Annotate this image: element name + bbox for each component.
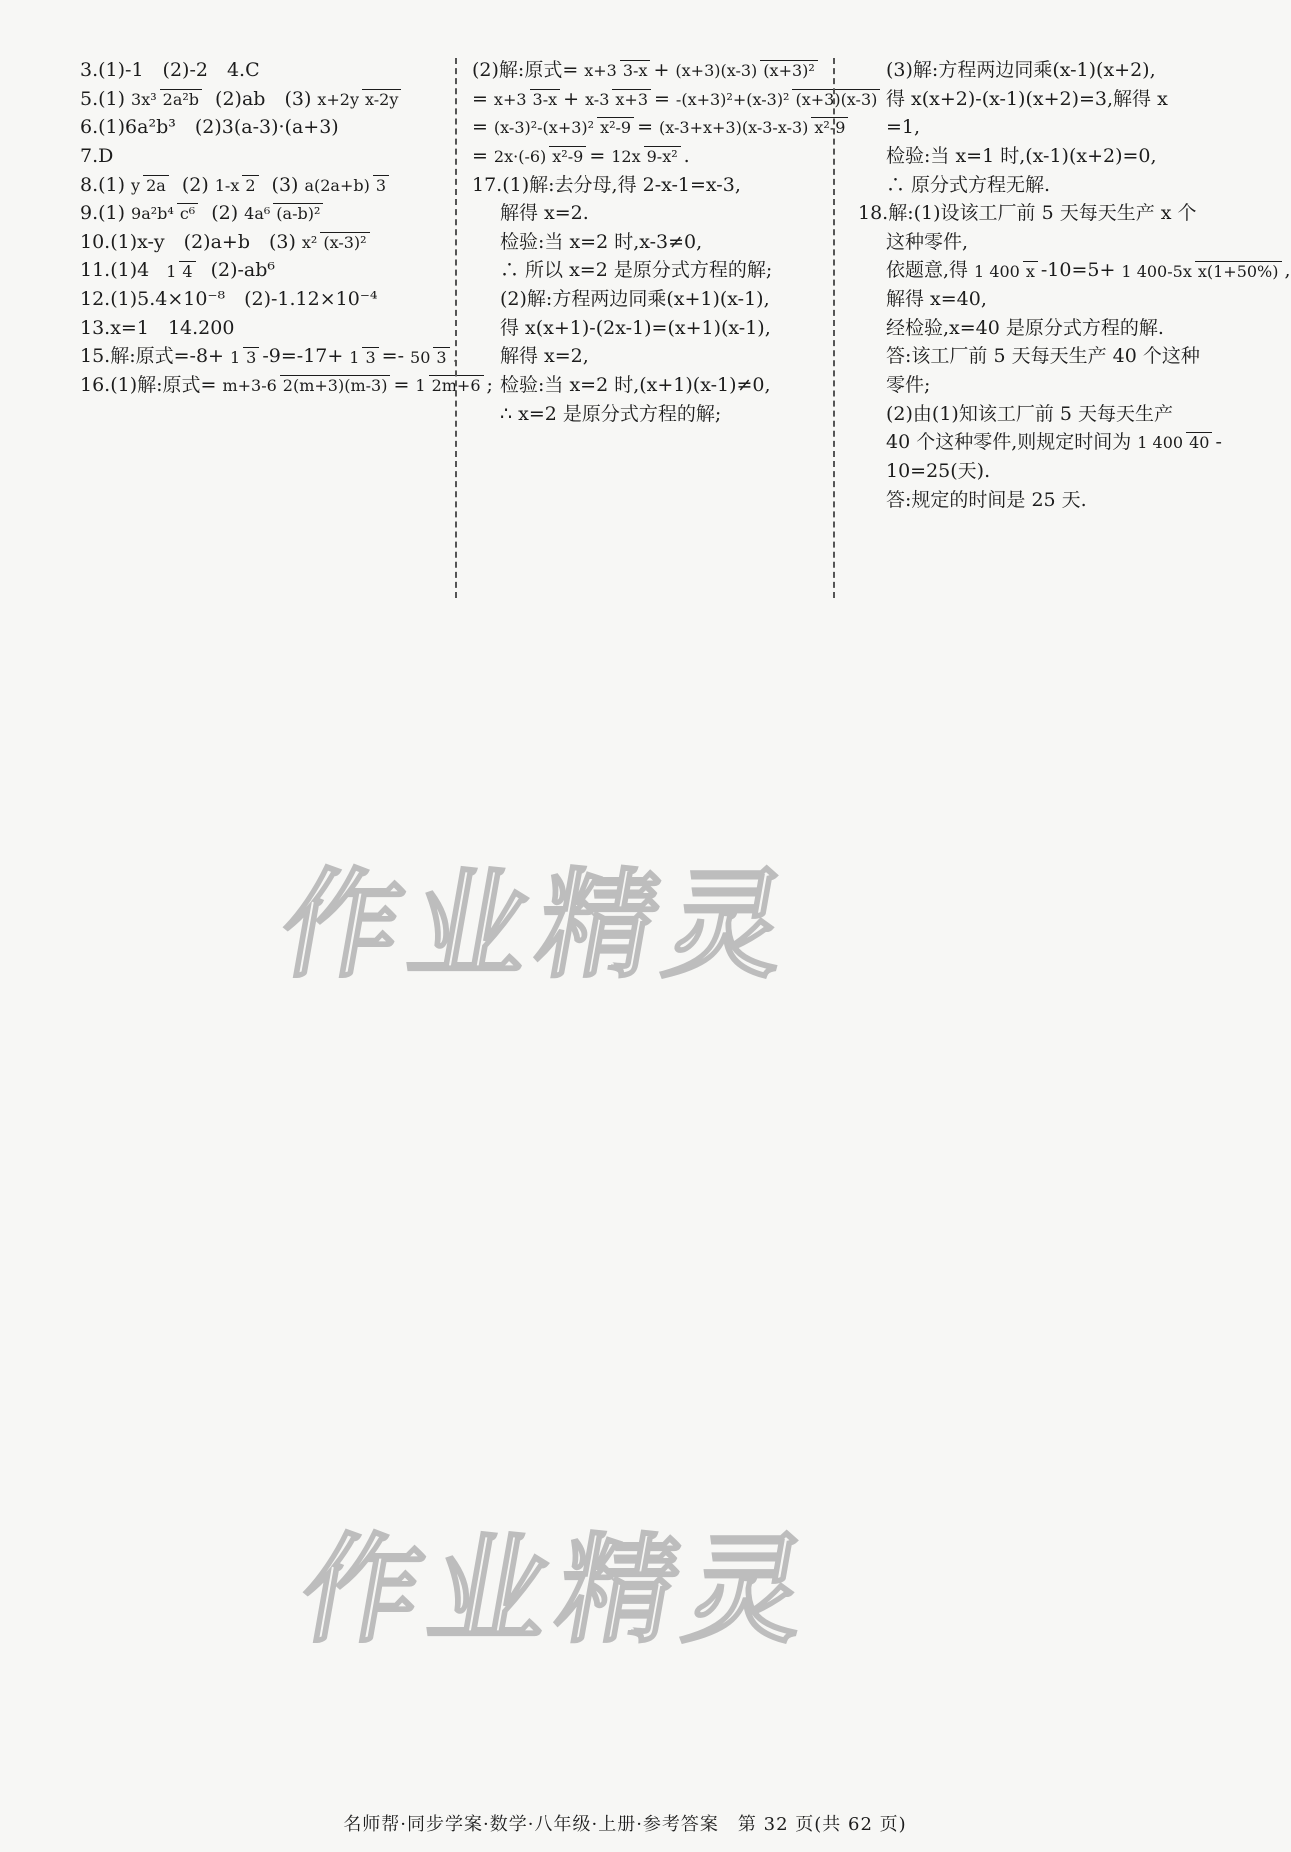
answer-16-2-step1: (2)解:原式= x+3 3-x + (x+3)(x-3) (x+3)² [472, 58, 818, 84]
answer-17-line: ∴ x=2 是原分式方程的解; [500, 402, 722, 425]
answer-17-3-line: 检验:当 x=1 时,(x-1)(x+2)=0, [886, 144, 1157, 167]
watermark: 作业精灵 [271, 856, 808, 994]
fraction: 1-x 2 [212, 175, 259, 196]
answer-7: 7.D [80, 144, 114, 167]
answer-9: 9.(1) 9a²b⁴ c⁶ (2) 4a⁶ (a-b)² [80, 201, 452, 227]
answer-17-3-line: (3)解:方程两边同乘(x-1)(x+2), [886, 59, 1156, 81]
answer-18-line: 解得 x=40, [886, 288, 987, 311]
answer-13-14: 13.x=1 14.200 [80, 316, 235, 339]
answer-18-line: 10=25(天). [886, 459, 991, 482]
fraction: x+3 3-x [581, 60, 650, 81]
fraction: x² (x-3)² [299, 232, 370, 253]
answer-18-line: 零件; [886, 374, 931, 397]
answer-8: 8.(1) y 2a (2) 1-x 2 (3) a(2a+b) 3 [80, 173, 452, 199]
fraction: m+3-6 2(m+3)(m-3) [219, 375, 390, 396]
fraction: 1 400-5x x(1+50%) [1118, 261, 1281, 282]
answer-17-3-line: ∴ 原分式方程无解. [886, 173, 1051, 196]
answer-11: 11.(1)4 1 4 (2)-ab⁶ [80, 259, 276, 282]
fraction: y 2a [128, 175, 169, 196]
answer-16-2-step3: = (x-3)²-(x+3)² x²-9 = (x-3+x+3)(x-3-x-3) x²-9 [472, 115, 818, 141]
fraction: 2x·(-6) x²-9 [491, 146, 586, 167]
answer-6: 6.(1)6a²b³ (2)3(a-3)·(a+3) [80, 116, 339, 139]
answer-17-line: 检验:当 x=2 时,x-3≠0, [500, 230, 703, 253]
fraction: 1 400 x [971, 261, 1038, 282]
answer-16-1: 16.(1)解:原式= m+3-6 2(m+3)(m-3) = 1 2m+6 ; [80, 374, 493, 397]
fraction: 9a²b⁴ c⁶ [128, 203, 198, 224]
fraction: -(x+3)²+(x-3)² (x+3)(x-3) [673, 89, 880, 110]
answer-17-line: 检验:当 x=2 时,(x+1)(x-1)≠0, [500, 374, 771, 397]
answer-17-line: (2)解:方程两边同乘(x+1)(x-1), [500, 288, 770, 311]
page-footer: 名师帮·同步学案·数学·八年级·上册·参考答案 第 32 页(共 62 页) [343, 1814, 907, 1835]
fraction: a(2a+b) 3 [301, 175, 389, 196]
watermark: 作业精灵 [291, 1521, 828, 1659]
fraction: (x+3)(x-3) (x+3)² [672, 60, 817, 81]
answer-18-line: 答:该工厂前 5 天每天生产 40 个这种 [886, 345, 1200, 368]
fraction: 1 400 40 [1134, 432, 1212, 453]
answer-17-line: 解得 x=2. [500, 202, 589, 225]
answer-18-equation: 依题意,得 1 400 x -10=5+ 1 400-5x x(1+50%) , [886, 259, 1291, 282]
fraction: 1 2m+6 [412, 375, 483, 396]
answer-column-2 [472, 58, 878, 430]
answer-17-line: ∴ 所以 x=2 是原分式方程的解; [500, 259, 773, 282]
fraction: 1 3 [346, 347, 378, 368]
fraction: 4a⁶ (a-b)² [241, 203, 323, 224]
answer-17-line: 得 x(x+1)-(2x-1)=(x+1)(x-1), [500, 316, 771, 339]
fraction: 12x 9-x² [608, 146, 680, 167]
fraction: 1 4 [163, 261, 195, 282]
answer-16-2-step4: = 2x·(-6) x²-9 = 12x 9-x² . [472, 144, 690, 167]
answer-10: 10.(1)x-y (2)a+b (3) x² (x-3)² [80, 230, 452, 256]
fraction: x-3 x+3 [582, 89, 651, 110]
answer-18-time: 40 个这种零件,则规定时间为 1 400 40 - [886, 431, 1222, 454]
fraction: x+2y x-2y [314, 89, 401, 110]
answer-18-line: 经检验,x=40 是原分式方程的解. [886, 316, 1164, 339]
answer-18-line: (2)由(1)知该工厂前 5 天每天生产 [886, 402, 1173, 425]
answer-17-3-line: 得 x(x+2)-(x-1)(x+2)=3,解得 x [886, 87, 1168, 110]
answer-column-3 [858, 58, 1291, 516]
answer-17-3-line: =1, [886, 116, 921, 139]
answer-17-line: 解得 x=2, [500, 345, 589, 368]
fraction: 3x³ 2a²b [128, 89, 202, 110]
answer-3-4: 3.(1)-1 (2)-2 4.C [80, 59, 260, 81]
answer-18-line: 18.解:(1)设该工厂前 5 天每天生产 x 个 [858, 202, 1197, 225]
answer-5: 5.(1) 3x³ 2a²b (2)ab (3) x+2y x-2y [80, 87, 452, 113]
answer-16-2-step2: = x+3 3-x + x-3 x+3 = -(x+3)²+(x-3)² (x+3)(x-3) [472, 87, 818, 113]
answer-12: 12.(1)5.4×10⁻⁸ (2)-1.12×10⁻⁴ [80, 288, 378, 311]
fraction: x+3 3-x [491, 89, 560, 110]
column-divider [455, 58, 457, 598]
answer-column-1 [80, 58, 493, 402]
answer-18-line: 答:规定的时间是 25 天. [886, 488, 1087, 511]
fraction: 50 3 [407, 347, 450, 368]
answer-15: 15.解:原式=-8+ 1 3 -9=-17+ 1 3 =- 50 3 . [80, 345, 459, 368]
answer-18-line: 这种零件, [886, 230, 969, 253]
fraction: (x-3)²-(x+3)² x²-9 [491, 117, 634, 138]
answer-17-line: 17.(1)解:去分母,得 2-x-1=x-3, [472, 173, 741, 196]
fraction: 1 3 [227, 347, 259, 368]
fraction: (x-3+x+3)(x-3-x-3) x²-9 [656, 117, 848, 138]
column-divider [833, 58, 835, 598]
